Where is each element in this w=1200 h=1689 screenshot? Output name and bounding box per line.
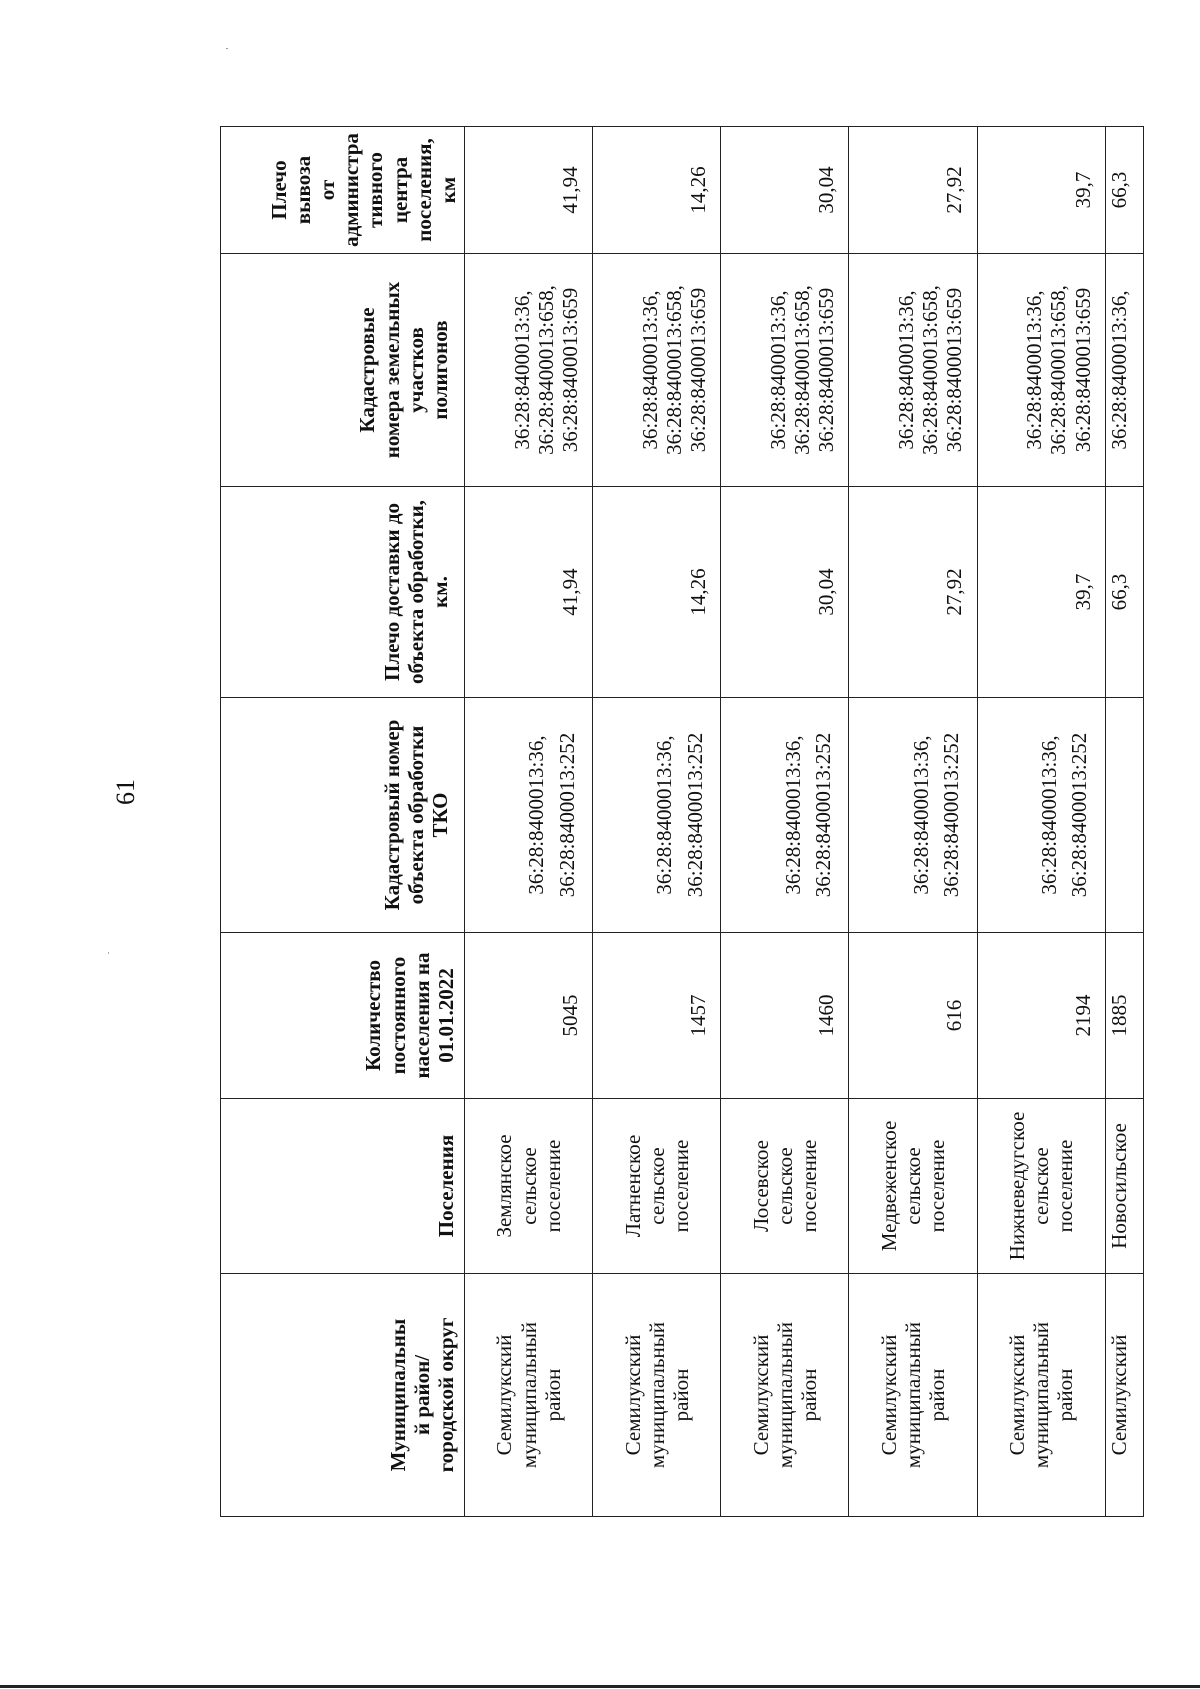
cell-export-distance: 27,92 <box>849 127 977 254</box>
cell-settlement: Нижневедугское сельское поселение <box>977 1099 1105 1274</box>
cell-settlement: Новосильское <box>1105 1099 1143 1274</box>
cell-object-cadastral: 36:28:8400013:36, 36:28:8400013:252 <box>849 698 977 933</box>
cell-district: Семилукский муниципальный район <box>977 1274 1105 1517</box>
cell-export-distance: 41,94 <box>465 127 593 254</box>
cell-export-distance: 66,3 <box>1105 127 1143 254</box>
cell-object-cadastral: 36:28:8400013:36, 36:28:8400013:252 <box>977 698 1105 933</box>
table-row <box>849 127 977 1517</box>
cell-district: Семилукский <box>1105 1274 1143 1517</box>
cell-delivery-distance: 14,26 <box>593 487 721 698</box>
cell-landfill-cadastral: 36:28:8400013:36, 36:28:8400013:658, 36:28:8400013:659 <box>721 254 849 487</box>
cell-delivery-distance: 27,92 <box>849 487 977 698</box>
cell-object-cadastral <box>1105 698 1143 933</box>
rotated-table-frame <box>220 127 1144 1517</box>
header-object-cadastral: Кадастровый номер объекта обработки ТКО <box>221 698 465 933</box>
header-district: Муниципальны й район/ городской округ <box>221 1274 465 1517</box>
cell-settlement: Латненское сельское поселение <box>593 1099 721 1274</box>
cell-export-distance: 14,26 <box>593 127 721 254</box>
cell-settlement: Землянское сельское поселение <box>465 1099 593 1274</box>
cell-object-cadastral: 36:28:8400013:36, 36:28:8400013:252 <box>721 698 849 933</box>
header-delivery-distance: Плечо доставки до объекта обработки, км. <box>221 487 465 698</box>
cell-object-cadastral: 36:28:8400013:36, 36:28:8400013:252 <box>593 698 721 933</box>
header-export-distance: Плечо вывоза от администра тивного центра поселения, км <box>221 127 465 254</box>
table-row <box>721 127 849 1517</box>
table-header-row <box>221 127 465 1517</box>
table-row <box>465 127 593 1517</box>
landfill-table <box>220 126 1144 1517</box>
cell-district: Семилукский муниципальный район <box>465 1274 593 1517</box>
cell-landfill-cadastral: 36:28:8400013:36, 36:28:8400013:658, 36:28:8400013:659 <box>593 254 721 487</box>
cell-district: Семилукский муниципальный район <box>721 1274 849 1517</box>
table-row <box>593 127 721 1517</box>
cell-settlement: Лосевское сельское поселение <box>721 1099 849 1274</box>
cell-delivery-distance: 39,7 <box>977 487 1105 698</box>
scan-speck <box>108 952 109 954</box>
cell-district: Семилукский муниципальный район <box>849 1274 977 1517</box>
cell-population: 5045 <box>465 933 593 1099</box>
table-row <box>977 127 1105 1517</box>
header-population: Количество постоянного населения на 01.01.2022 <box>221 933 465 1099</box>
cell-export-distance: 39,7 <box>977 127 1105 254</box>
header-landfill-cadastral: Кадастровые номера земельных участков полигонов <box>221 254 465 487</box>
scan-speck <box>226 48 228 49</box>
cell-population: 616 <box>849 933 977 1099</box>
cell-population: 1457 <box>593 933 721 1099</box>
cell-delivery-distance: 66,3 <box>1105 487 1143 698</box>
cell-landfill-cadastral: 36:28:8400013:36, 36:28:8400013:658, 36:28:8400013:659 <box>977 254 1105 487</box>
scan-edge-line <box>0 1685 1200 1688</box>
cell-export-distance: 30,04 <box>721 127 849 254</box>
table-row <box>1105 127 1143 1517</box>
cell-landfill-cadastral: 36:28:8400013:36, 36:28:8400013:658, 36:28:8400013:659 <box>849 254 977 487</box>
cell-landfill-cadastral: 36:28:8400013:36, 36:28:8400013:658, 36:28:8400013:659 <box>465 254 593 487</box>
cell-population: 1885 <box>1105 933 1143 1099</box>
rotated-table-content <box>220 127 1144 1517</box>
cell-population: 1460 <box>721 933 849 1099</box>
cell-landfill-cadastral: 36:28:8400013:36, <box>1105 254 1143 487</box>
cell-district: Семилукский муниципальный район <box>593 1274 721 1517</box>
cell-delivery-distance: 30,04 <box>721 487 849 698</box>
cell-delivery-distance: 41,94 <box>465 487 593 698</box>
page-number: 61 <box>111 779 140 805</box>
cell-object-cadastral: 36:28:8400013:36, 36:28:8400013:252 <box>465 698 593 933</box>
header-settlement: Поселения <box>221 1099 465 1274</box>
cell-population: 2194 <box>977 933 1105 1099</box>
cell-settlement: Медвеженское сельское поселение <box>849 1099 977 1274</box>
